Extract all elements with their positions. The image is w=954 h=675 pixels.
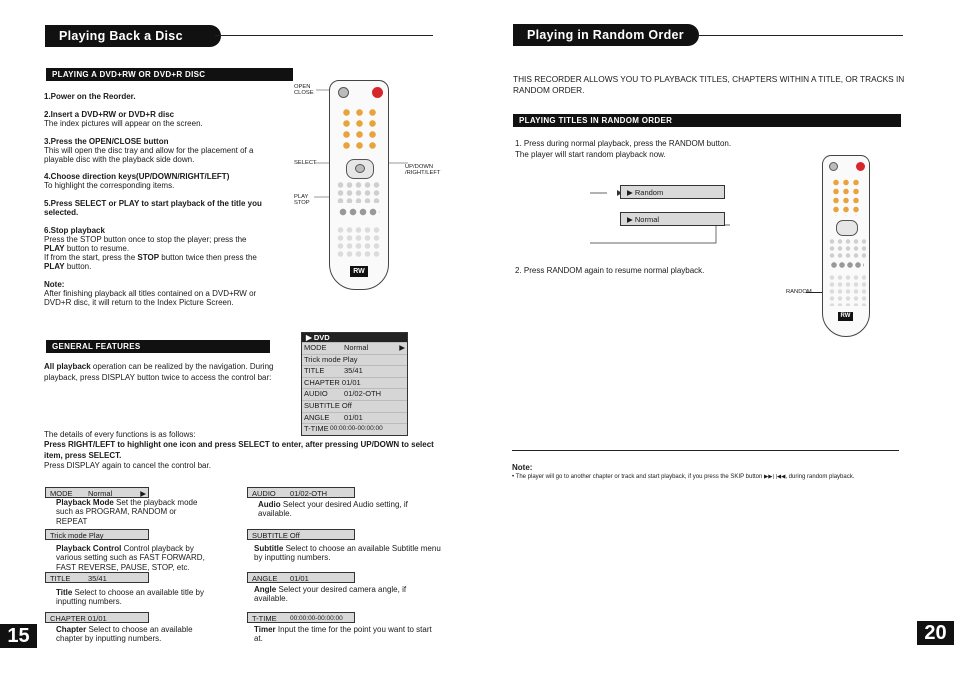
step-3-title: 3.Press the OPEN/CLOSE button [44,137,169,146]
note-body-left: After finishing playback all titles contained on a DVD+RW or DVD+R disc, it will return to the Index Picture Screen. [44,289,257,308]
step-6-title: 6.Stop playback [44,226,105,235]
remote-control-left [329,80,389,290]
page-heading-right: Playing in Random Order [513,24,699,46]
normal-mode-box: ▶ Normal [620,212,725,226]
step-4-body: To highlight the corresponding items. [44,181,175,190]
feature-audio: Audio Select your desired Audio setting, if available. [258,500,408,519]
step-5-title: 5.Press SELECT or PLAY to start playback of the title you selected. [44,199,262,218]
step-6-line-1: Press the STOP button once to stop the player; press the [44,235,247,244]
note-divider-right [512,450,899,451]
remote-mid-buttons [828,238,866,258]
open-close-button[interactable] [338,87,349,98]
power-button[interactable] [856,162,865,171]
section-bar-dvd: PLAYING A DVD+RW OR DVD+R DISC [46,68,293,81]
menu-row-chapter[interactable]: CHAPTER 01/01 [302,377,407,389]
menu-row-ttime[interactable]: T-TIME 00:00:00-00:00:00 [302,423,407,435]
menu-row-angle[interactable]: ANGLE 01/01 [302,412,407,424]
remote-lower-buttons [336,226,382,258]
general-lead: All playback operation can be realized by the navigation. During playback, press DISPLAY button twice to access the control bar: [44,362,274,382]
page-number-left: 15 [0,624,37,648]
note-title-right: Note: [512,463,533,472]
feature-playback-control: Playback Control Control playback by various setting such as FAST FORWARD, FAST REVERSE, PAUSE, STOP, etc. [56,544,205,572]
play-icon: ▶ [306,333,312,342]
menu-row-audio[interactable]: AUDIO 01/02-OTH [302,388,407,400]
page-number-right: 20 [917,621,954,645]
remote-mid-buttons [336,181,382,203]
section-bar-general: GENERAL FEATURES [46,340,270,353]
step-6-line-2: PLAY button to resume. [44,244,130,253]
details-intro: The details of every functions is as follows: [44,430,196,439]
play-icon: ▶ [627,215,633,224]
osd-bar-angle: ANGLE 01/01 [247,572,355,583]
osd-bar-trick: Trick mode Play [45,529,149,540]
feature-timer: Timer Input the time for the point you want to start at. [254,625,432,644]
note-body-right: • The player will go to another chapter or track and start playback, if you press the SKIP button ▶▶| |◀◀, during random playback. [512,474,855,480]
osd-bar-title: TITLE 35/41 [45,572,149,583]
dvd-control-menu [301,332,408,436]
arrow-right-icon: ▶ [399,343,405,352]
feature-angle: Angle Select your desired camera angle, if available. [254,585,407,604]
remote-number-pad [340,107,380,151]
random-intro: THIS RECORDER ALLOWS YOU TO PLAYBACK TITLES, CHAPTERS WITHIN A TITLE, OR TRACKS IN RANDOM ORDER. [513,74,905,95]
menu-row-subtitle[interactable]: SUBTITLE Off [302,400,407,412]
random-step-1-line-2: The player will start random playback now. [515,150,666,159]
feature-chapter: Chapter Select to choose an available chapter by inputting numbers. [56,625,193,644]
menu-header: ▶ DVD [302,333,407,342]
skip-icon: ▶▶| |◀◀ [764,474,786,480]
step-2-title: 2.Insert a DVD+RW or DVD+R disc [44,110,175,119]
step-6-line-4: PLAY button. [44,262,92,271]
step-3-body: This will open the disc tray and allow for the placement of a playable disc with the playback side down. [44,146,254,165]
osd-bar-audio: AUDIO 01/02-OTH [247,487,355,498]
step-2-body: The index pictures will appear on the screen. [44,119,203,128]
osd-bar-chapter: CHAPTER 01/01 [45,612,149,623]
random-step-2: 2. Press RANDOM again to resume normal playback. [515,266,705,275]
remote-label-random: RANDOM [786,289,812,295]
note-title-left: Note: [44,280,65,289]
page-heading-left: Playing Back a Disc [45,25,221,47]
osd-bar-ttime: T-TIME 00:00:00-00:00:00 [247,612,355,623]
play-stop-buttons[interactable] [338,207,380,217]
heading-rule-left [215,35,433,36]
menu-row-title[interactable]: TITLE 35/41 [302,365,407,377]
random-step-1: 1. Press during normal playback, press the RANDOM button. [515,139,732,148]
rw-logo-right: RW [838,312,853,321]
section-bar-random: PLAYING TITLES IN RANDOM ORDER [513,114,901,127]
details-cancel: Press DISPLAY again to cancel the control bar. [44,461,211,470]
remote-control-right [822,155,870,337]
play-icon: ▶ [627,188,633,197]
random-mode-box: ▶ Random [620,185,725,199]
remote-label-play-stop: PLAY STOP [294,194,310,207]
select-button[interactable] [355,164,365,173]
osd-bar-mode: MODE Normal ▶ [45,487,149,498]
rw-logo-left: RW [350,266,368,277]
feature-playback-mode: Playback Mode Set the playback mode such as PROGRAM, RANDOM or REPEAT [56,498,198,526]
power-button[interactable] [372,87,383,98]
step-6-line-3: If from the start, press the STOP button twice then press the [44,253,257,262]
remote-number-pad [831,178,863,216]
remote-lower-buttons [828,274,866,306]
feature-title: Title Select to choose an available title by inputting numbers. [56,588,204,607]
arrow-right-icon: ▶ [140,489,146,498]
direction-pad[interactable] [836,220,858,236]
remote-label-select: SELECT [294,160,317,166]
menu-row-mode[interactable]: MODE Normal ▶ [304,343,405,352]
remote-label-updown: UP/DOWN /RIGHT/LEFT [405,164,441,177]
feature-subtitle: Subtitle Select to choose an available Subtitle menu by inputting numbers. [254,544,441,563]
osd-bar-subtitle: SUBTITLE Off [247,529,355,540]
details-instruction: Press RIGHT/LEFT to highlight one icon and press SELECT to enter, after pressing UP/DOWN to select item, press SELECT. [44,440,434,460]
remote-label-open-close: OPEN CLOSE [294,84,314,97]
play-stop-buttons[interactable] [830,261,864,269]
open-close-button[interactable] [829,162,838,171]
heading-rule-right [697,35,903,36]
step-1-title: 1.Power on the Reorder. [44,92,136,101]
step-4-title: 4.Choose direction keys(UP/DOWN/RIGHT/LEFT) [44,172,230,181]
menu-row-trick[interactable]: Trick mode Play [302,354,407,366]
